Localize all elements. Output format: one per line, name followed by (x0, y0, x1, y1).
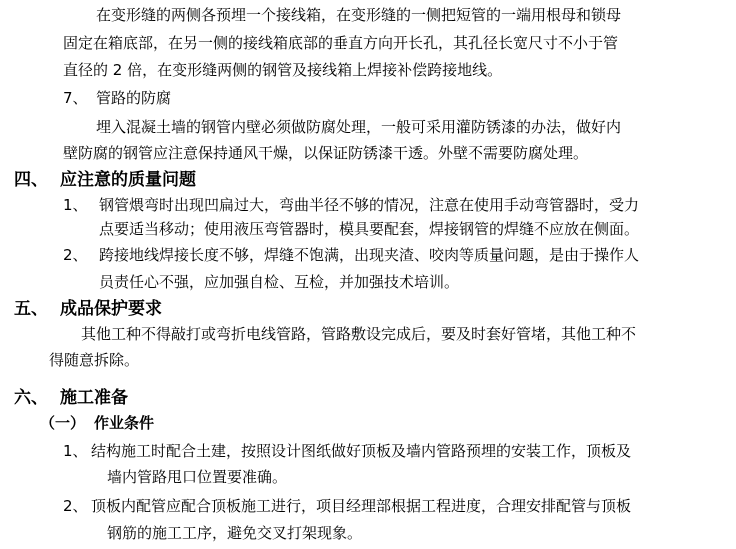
paragraph-line: 固定在箱底部，在另一侧的接线箱底部的垂直方向开长孔，其孔径长宽尺寸不小于管 (63, 34, 619, 52)
item-line: 跨接地线焊接长度不够，焊缝不饱满，出现夹渣、咬肉等质量问题，是由于操作人 (99, 246, 640, 264)
section-number: 四、 (14, 170, 48, 190)
section-title: 应注意的质量问题 (60, 170, 196, 190)
item-number: 1、 (63, 196, 88, 214)
item-line: 员责任心不强，应加强自检、互检，并加强技术培训。 (99, 273, 460, 291)
section-number: 六、 (14, 388, 48, 408)
section-number: 五、 (14, 299, 48, 319)
item-number: 7、 (63, 89, 88, 107)
item-line: 结构施工时配合土建，按照设计图纸做好顶板及墙内管路预埋的安装工作，顶板及 (91, 442, 632, 460)
section-title: 成品保护要求 (60, 299, 162, 319)
paragraph-line: 壁防腐的钢管应注意保持通风干燥，以保证防锈漆干透。外壁不需要防腐处理。 (63, 144, 589, 162)
item-number: 2、 (63, 497, 88, 515)
paragraph-line: 直径的 2 倍，在变形缝两侧的钢管及接线箱上焊接补偿跨接地线。 (63, 61, 503, 79)
item-line: 墙内管路甩口位置要准确。 (107, 468, 288, 486)
item-number: 1、 (63, 442, 88, 460)
section-title: 施工准备 (60, 388, 128, 408)
item-number: 2、 (63, 246, 88, 264)
item-line: 点要适当移动；使用液压弯管器时，模具要配套，焊接钢管的焊缝不应放在侧面。 (99, 220, 640, 238)
paragraph-line: 得随意拆除。 (49, 351, 140, 369)
paragraph-line: 在变形缝的两侧各预埋一个接线箱，在变形缝的一侧把短管的一端用根母和锁母 (96, 6, 622, 24)
subsection-number: （一） (40, 414, 86, 432)
paragraph-line: 埋入混凝土墙的钢管内壁必须做防腐处理，一般可采用灌防锈漆的办法，做好内 (96, 118, 622, 136)
item-line: 钢筋的施工工序，避免交叉打架现象。 (107, 524, 363, 542)
item-line: 钢管煨弯时出现凹扁过大，弯曲半径不够的情况，注意在使用手动弯管器时，受力 (99, 196, 640, 214)
item-title: 管路的防腐 (96, 89, 172, 107)
paragraph-line: 其他工种不得敲打或弯折电线管路，管路敷设完成后，要及时套好管堵，其他工种不 (81, 325, 637, 343)
subsection-title: 作业条件 (94, 414, 155, 432)
item-line: 顶板内配管应配合顶板施工进行，项目经理部根据工程进度，合理安排配管与顶板 (91, 497, 632, 515)
